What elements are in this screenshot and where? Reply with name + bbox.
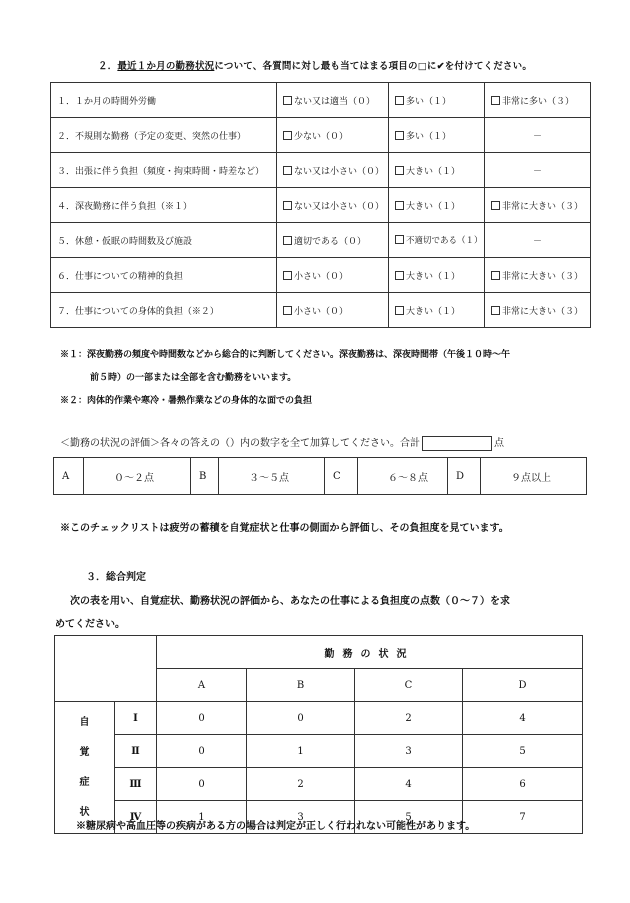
grade-letter: C	[325, 458, 358, 495]
option-cell[interactable]	[389, 293, 485, 328]
option-none: －	[485, 118, 591, 153]
question-cell: ６．仕事についての精神的負担	[51, 258, 277, 293]
column-header: C	[355, 669, 463, 702]
section3-paragraph-line2: めてください。	[55, 619, 125, 630]
score-cell: 7	[463, 801, 583, 834]
checkbox[interactable]	[283, 306, 292, 315]
score-cell: 3	[355, 735, 463, 768]
checkbox[interactable]	[491, 201, 500, 210]
score-cell: 2	[355, 702, 463, 735]
judge-row	[55, 768, 583, 801]
checkbox[interactable]	[395, 131, 404, 140]
option-cell[interactable]	[277, 118, 389, 153]
option-label: ない又は小さい（０）	[294, 201, 385, 212]
option-none: －	[485, 153, 591, 188]
option-cell[interactable]	[485, 83, 591, 118]
grade-range: ９点以上	[481, 458, 587, 495]
symptom-side-label	[55, 702, 115, 834]
section2-title-underlined: 最近１か月の勤務状況	[117, 61, 215, 72]
checkbox[interactable]	[491, 271, 500, 280]
section3-paragraph-line1: 次の表を用い、自覚症状、勤務状況の評価から、あなたの仕事による負担度の点数（０～７）を求	[70, 596, 510, 607]
option-label: 小さい（０）	[294, 306, 349, 317]
option-label: 大きい（１）	[406, 166, 461, 177]
checkbox[interactable]	[283, 131, 292, 140]
score-cell: 1	[247, 735, 355, 768]
column-header: D	[463, 669, 583, 702]
final-note: ※糖尿病や高血圧等の疾病がある方の場合は判定が正しく行われない可能性があります。	[76, 821, 476, 832]
score-cell: 4	[463, 702, 583, 735]
option-label: 大きい（１）	[406, 201, 461, 212]
option-cell[interactable]	[389, 223, 485, 258]
score-cell: 0	[157, 735, 247, 768]
grade-table	[53, 457, 587, 495]
question-cell: ２．不規則な勤務（予定の変更、突然の仕事）	[51, 118, 277, 153]
option-cell[interactable]	[389, 258, 485, 293]
checklist-note: ※このチェックリストは疲労の蓄積を自覚症状と仕事の側面から評価し、その負担度を見ています。	[60, 523, 509, 534]
checkbox[interactable]	[491, 306, 500, 315]
checkbox[interactable]	[395, 201, 404, 210]
option-cell[interactable]	[277, 258, 389, 293]
option-cell[interactable]	[277, 223, 389, 258]
work-row	[51, 258, 591, 293]
score-cell: 3	[247, 801, 355, 834]
side-label-char: 状	[79, 806, 90, 818]
score-cell: 6	[463, 768, 583, 801]
checkbox[interactable]	[395, 166, 404, 175]
score-cell: 1	[157, 801, 247, 834]
option-cell[interactable]	[389, 188, 485, 223]
option-label: 大きい（１）	[406, 271, 461, 282]
judge-corner	[55, 636, 157, 702]
score-cell: 5	[355, 801, 463, 834]
option-cell[interactable]	[485, 258, 591, 293]
note2: ※２：肉体的作業や寒冷・暑熱作業などの身体的な面での負担	[60, 396, 313, 406]
symptom-level: Ⅱ	[115, 735, 157, 768]
evaluation-instruction	[60, 434, 504, 451]
symptom-level: Ⅲ	[115, 768, 157, 801]
grade-letter: B	[191, 458, 219, 495]
checkbox[interactable]	[395, 96, 404, 105]
question-cell: １．１か月の時間外労働	[51, 83, 277, 118]
checkbox[interactable]	[395, 235, 404, 244]
checkbox[interactable]	[283, 271, 292, 280]
option-label: 非常に大きい（３）	[502, 306, 584, 317]
work-row	[51, 153, 591, 188]
option-label: 非常に多い（３）	[502, 96, 575, 107]
option-label: 適切である（０）	[294, 236, 367, 247]
column-header: B	[247, 669, 355, 702]
checkbox[interactable]	[283, 236, 292, 245]
checkbox[interactable]	[283, 166, 292, 175]
section2-title-prefix: ２．	[97, 61, 118, 72]
option-cell[interactable]	[485, 293, 591, 328]
symptom-level: Ⅰ	[115, 702, 157, 735]
column-header: A	[157, 669, 247, 702]
score-cell: 5	[463, 735, 583, 768]
option-cell[interactable]	[389, 153, 485, 188]
section2-title-suffix: について、各質問に対し最も当てはまる項目の□に✔を付けてください。	[214, 61, 533, 72]
checkbox[interactable]	[283, 96, 292, 105]
checkbox[interactable]	[491, 96, 500, 105]
grade-range: ６～８点	[358, 458, 448, 495]
grade-range: ０～２点	[84, 458, 191, 495]
option-label: 多い（１）	[406, 96, 452, 107]
option-cell[interactable]	[277, 188, 389, 223]
question-cell: ４．深夜勤務に伴う負担（※１）	[51, 188, 277, 223]
grade-letter: D	[448, 458, 481, 495]
option-label: ない又は小さい（０）	[294, 166, 385, 177]
side-label-char: 自	[79, 716, 90, 728]
work-status-table	[50, 82, 591, 328]
work-row	[51, 188, 591, 223]
note1-line1: ※１：深夜勤務の頻度や時間数などから総合的に判断してください。深夜勤務は、深夜時間帯（午後１０時～午	[60, 350, 511, 360]
work-row	[51, 83, 591, 118]
side-label-char: 症	[79, 776, 90, 788]
option-label: 多い（１）	[406, 131, 452, 142]
option-label: 大きい（１）	[406, 306, 461, 317]
checkbox[interactable]	[283, 201, 292, 210]
grade-range: ３～５点	[219, 458, 325, 495]
score-cell: 0	[157, 768, 247, 801]
side-label-char: 覚	[79, 746, 90, 758]
checkbox[interactable]	[395, 271, 404, 280]
option-cell[interactable]	[389, 118, 485, 153]
score-cell: 0	[247, 702, 355, 735]
option-cell[interactable]	[277, 293, 389, 328]
option-label: 不適切である（１）	[406, 236, 483, 246]
section3-title: ３．総合判定	[86, 572, 146, 583]
work-status-header: 勤務の状況	[157, 636, 583, 669]
evaluation-text: ＜勤務の状況の評価＞各々の答えの（）内の数字を全て加算してください。合計	[60, 438, 420, 449]
score-cell: 4	[355, 768, 463, 801]
symptom-level: Ⅳ	[115, 801, 157, 834]
option-label: ない又は適当（０）	[294, 96, 376, 107]
option-cell[interactable]	[277, 83, 389, 118]
option-cell[interactable]	[389, 83, 485, 118]
judge-row	[55, 735, 583, 768]
option-none: －	[485, 223, 591, 258]
option-cell[interactable]	[485, 188, 591, 223]
judgement-table	[54, 635, 583, 834]
option-label: 非常に大きい（３）	[502, 271, 584, 282]
section2-title	[0, 58, 630, 72]
evaluation-unit: 点	[494, 438, 504, 449]
question-cell: ５．休憩・仮眠の時間数及び施設	[51, 223, 277, 258]
work-row	[51, 293, 591, 328]
work-row	[51, 118, 591, 153]
question-cell: ７．仕事についての身体的負担（※２）	[51, 293, 277, 328]
note1-line2: 前５時）の一部または全部を含む勤務をいいます。	[90, 373, 297, 383]
checkbox[interactable]	[395, 306, 404, 315]
option-label: 非常に大きい（３）	[502, 201, 584, 212]
total-score-box[interactable]	[422, 436, 492, 451]
score-cell: 2	[247, 768, 355, 801]
question-cell: ３．出張に伴う負担（頻度・拘束時間・時差など）	[51, 153, 277, 188]
work-row	[51, 223, 591, 258]
option-label: 小さい（０）	[294, 271, 349, 282]
score-cell: 0	[157, 702, 247, 735]
grade-letter: A	[54, 458, 84, 495]
option-cell[interactable]	[277, 153, 389, 188]
judge-row	[55, 702, 583, 735]
option-label: 少ない（０）	[294, 131, 349, 142]
